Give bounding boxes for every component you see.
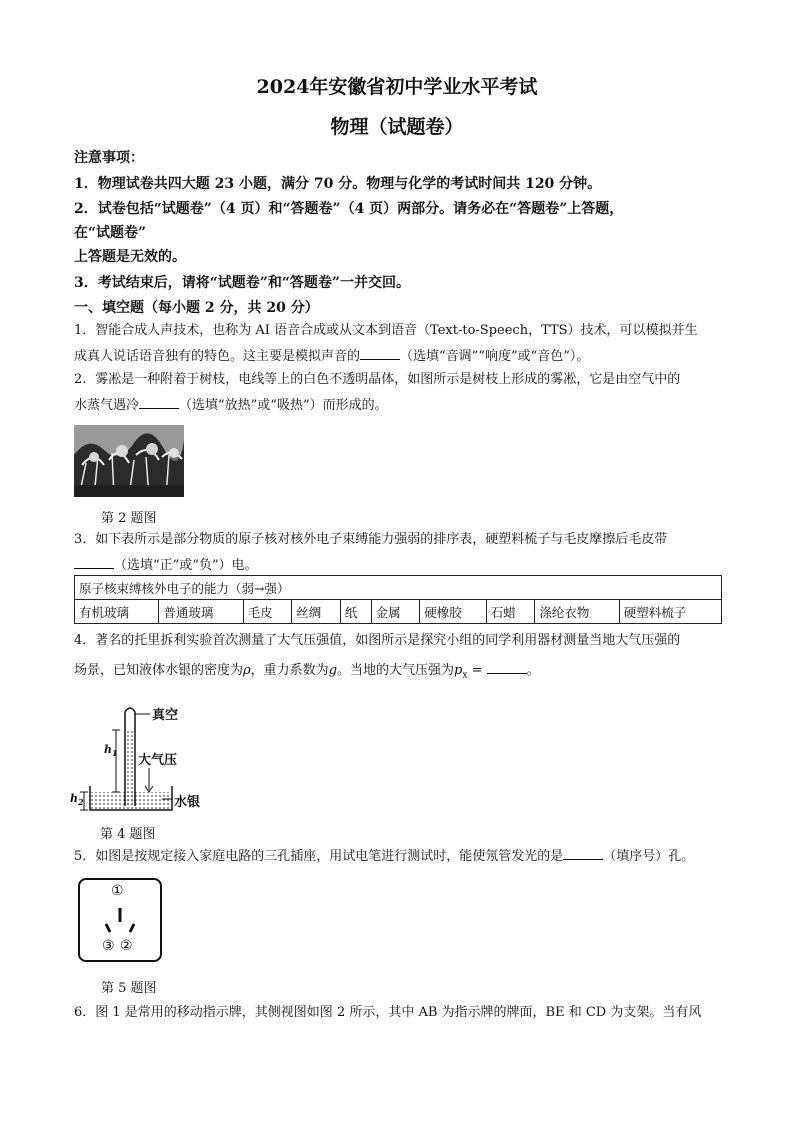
table-cell: 普通玻璃 [159, 600, 243, 624]
table-header: 原子核束缚核外电子的能力（弱→强） [75, 576, 722, 600]
question-3-line-1: 3．如下表所示是部分物质的原子核对核外电子束缚能力强弱的排序表，硬塑料梳子与毛皮摩擦后毛皮带 [74, 532, 668, 547]
h2-letter: h [70, 792, 78, 805]
table-cell: 有机玻璃 [75, 600, 159, 624]
h2-label [70, 792, 84, 807]
atmospheric-pressure-label: 大气压 [138, 753, 178, 768]
left-hole-label: ③ [102, 938, 115, 954]
period: 。 [526, 663, 540, 678]
h1-label [104, 743, 118, 758]
table-cell: 硬塑料梳子 [619, 600, 721, 624]
electron-binding-table [74, 575, 722, 624]
notice-item-2a: 2．试卷包括“试题卷”（4 页）和“答题卷”（4 页）两部分。请务必在“答题卷”上答题， [74, 201, 624, 217]
exam-subtitle: 物理（试题卷） [330, 116, 464, 138]
table-cell: 纸 [340, 600, 371, 624]
rho-symbol: ρ [243, 663, 251, 678]
g-symbol: g [328, 663, 338, 678]
figure-5-caption: 第 5 题图 [101, 981, 157, 996]
table-cell: 石蜡 [486, 600, 535, 624]
table-cell: 丝绸 [292, 600, 341, 624]
question-1-line-1: 1．智能合成人声技术，也称为 AI 语音合成或从文本到语音（Text-to-Speech，TTS）技术，可以模拟并生 [74, 323, 698, 338]
question-2-text: 水蒸气遇冷 [74, 398, 140, 413]
table-cell: 涤纶衣物 [535, 600, 619, 624]
mercury-label: 水银 [174, 795, 201, 810]
question-5-line-1 [74, 844, 726, 870]
table-row [75, 600, 722, 624]
question-1-options: （选填“音调”“响度”或“音色”）。 [400, 349, 590, 364]
answer-blank [563, 845, 603, 860]
right-hole-label: ② [120, 938, 133, 954]
h2-subscript: 2 [78, 797, 84, 808]
table-cell: 毛皮 [243, 600, 292, 624]
question-5-text: 5．如图是按规定接入家庭电路的三孔插座，用试电笔进行测试时，能使氖管发光的是 [74, 849, 564, 864]
question-4 [74, 628, 726, 689]
table-cell: 金属 [371, 600, 420, 624]
question-4-line-1: 4．著名的托里拆利实验首次测量了大气压强值，如图所示是探究小组的同学利用器材测量当地大气压强的 [74, 633, 681, 648]
question-4-line-2 [74, 658, 726, 689]
equals-sign: = [467, 663, 487, 678]
notice-item-3: 3．考试结束后，请将“试题卷”和“答题卷”一并交回。 [74, 275, 410, 291]
figure-4-caption: 第 4 题图 [100, 827, 156, 842]
question-5 [74, 844, 726, 870]
h1-subscript: 1 [112, 748, 118, 759]
question-2-options: （选填“放热”或“吸热”）而形成的。 [179, 398, 388, 413]
question-6 [74, 1000, 726, 1026]
answer-blank [74, 554, 114, 569]
question-3-options: （选填“正”或“负”）电。 [114, 558, 258, 573]
question-4-text-b: ，重力系数为 [250, 663, 329, 678]
socket-figure [78, 878, 162, 962]
notice-heading: 注意事项： [74, 150, 144, 166]
question-2-line-1: 2．雾凇是一种附着于树枝，电线等上的白色不透明晶体，如图所示是树枝上形成的雾凇，它是由空气中的 [74, 372, 681, 387]
h1-letter: h [104, 743, 112, 756]
question-2-line-2 [74, 393, 726, 419]
section-1-heading: 一、填空题（每小题 2 分，共 20 分） [74, 300, 319, 316]
rime-photo-figure [74, 425, 184, 497]
question-5-tail: （填序号）孔。 [603, 849, 695, 864]
answer-blank [139, 394, 179, 409]
notice-item-2c: 上答题是无效的。 [74, 249, 186, 265]
table-cell: 硬橡胶 [420, 600, 486, 624]
vacuum-label: 真空 [152, 708, 179, 723]
question-3 [74, 527, 726, 579]
torricelli-figure [66, 698, 216, 818]
question-2 [74, 367, 726, 419]
answer-blank [487, 659, 527, 674]
question-4-text-c: 。当地的大气压强为 [337, 663, 455, 678]
answer-blank [360, 345, 400, 360]
earth-hole-label: ① [111, 883, 124, 899]
figure-2-caption: 第 2 题图 [101, 511, 157, 526]
question-1 [74, 318, 726, 370]
question-1-text: 成真人说话语音独有的特色。这主要是模拟声音的 [74, 349, 361, 364]
p-subscript: x [462, 670, 468, 681]
question-4-text-a: 场景，已知液体水银的密度为 [74, 663, 244, 678]
notice-item-2b: 在“试题卷” [74, 225, 147, 241]
p-symbol: p [454, 663, 463, 678]
table-header-row [75, 576, 722, 600]
question-6-line-1: 6．图 1 是常用的移动指示牌，其侧视图如图 2 所示，其中 AB 为指示牌的牌面，BE 和 CD 为支架。当有风 [74, 1005, 702, 1020]
exam-title: 2024年安徽省初中学业水平考试 [256, 76, 538, 98]
notice-item-1: 1．物理试卷共四大题 23 小题，满分 70 分。物理与化学的考试时间共 120 分钟。 [74, 176, 602, 192]
